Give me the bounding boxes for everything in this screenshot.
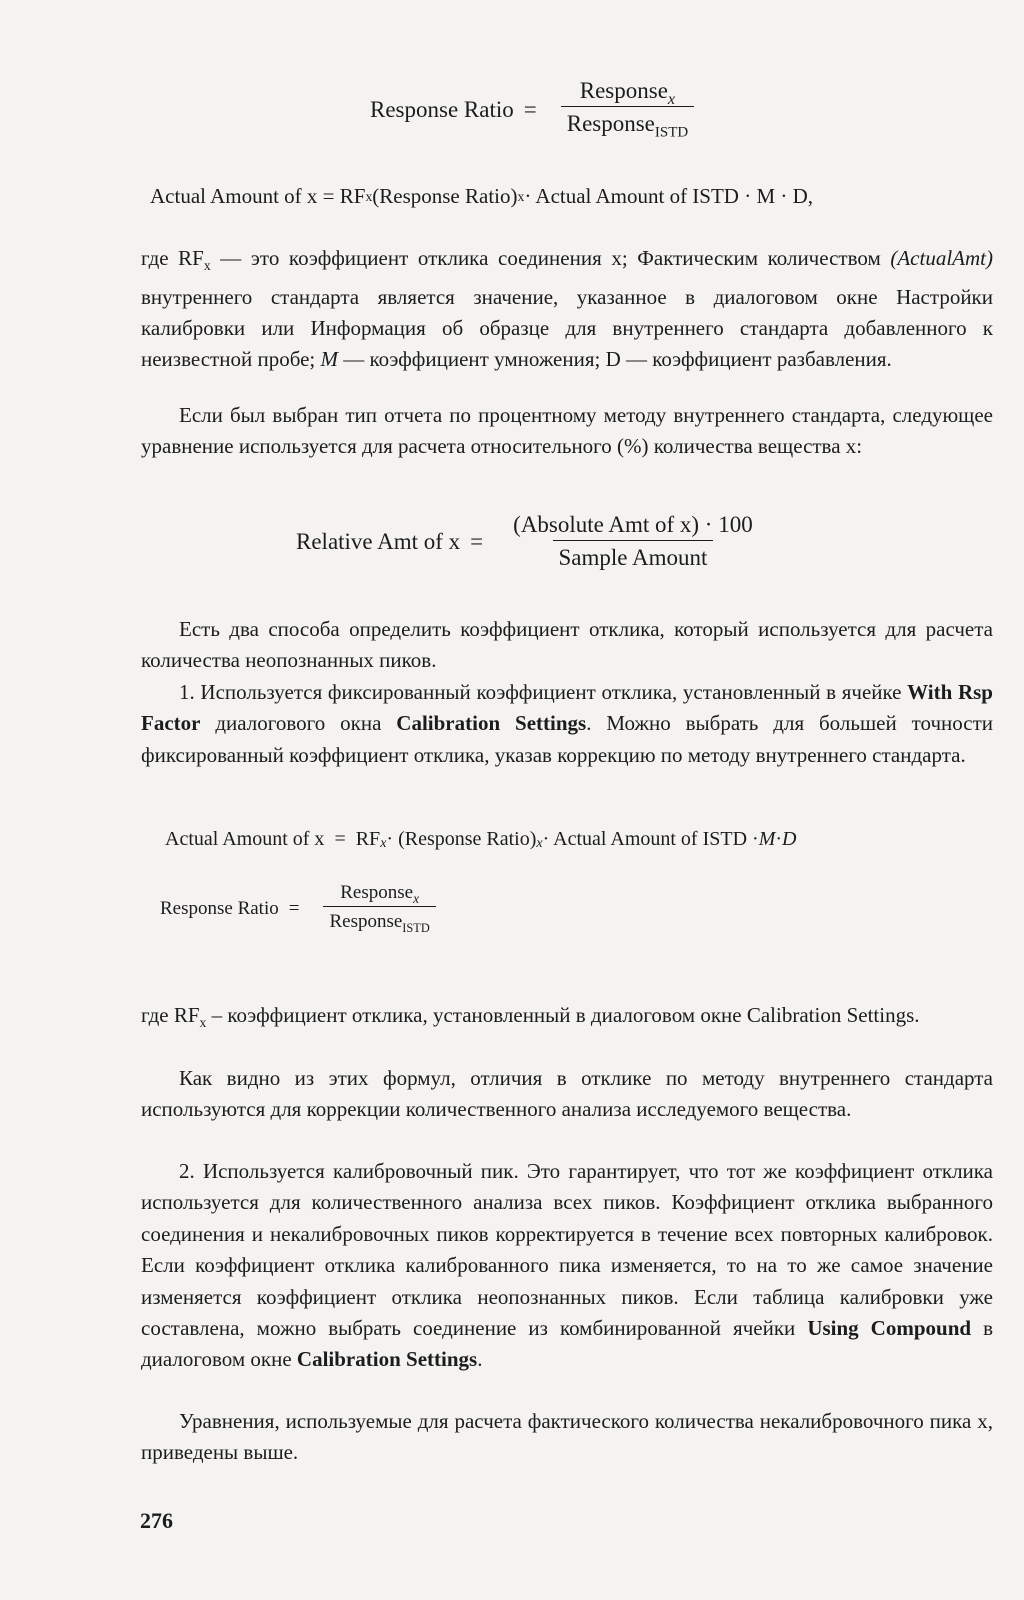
numerator: Response$_x$ [340,882,419,906]
fraction [561,78,694,142]
formula-actual-amount-2: Actual Amount of x = RF x · (Response Ratio) x · Actual Amount of ISTD · M · D [165,828,797,852]
equals-sign: = [523,96,537,122]
numerator: (Absolute Amt of x) · 100 [513,512,753,537]
denominator: Sample Amount [553,540,714,571]
paragraph-rf-definition: где $RF_x$ – коэффициент отклика, установленный в диалоговом окне Calibration Settings. [141,1003,920,1031]
paragraph-equations-above: Уравнения, используемые для расчета фактического количества некалибровочного пика x, приведены выше. [141,1409,993,1465]
paragraph-method-one: 1. Используется фиксированный коэффициент отклика, установленный в ячейке With Rsp Factor диалогового окна Calibration Settings. Можно выбрать для большей точности фиксированный коэффициент отклика, указав коррекцию по методу внутреннего стандарта. [141,680,994,767]
paragraph-differences: Как видно из этих формул, отличия в отклике по методу внутреннего стандарта используются для коррекции количественного анализа исследуемого вещества. [141,1066,993,1122]
paragraph-percent-method: Если был выбран тип отчета по процентному методу внутреннего стандарта, следующее уравнение используется для расчета относительного (%) количества вещества x: [141,403,993,459]
formula-response-ratio-2: Response Ratio = $\frac{Response_x}{Response_{ISTD}}$ [160,882,436,936]
numerator: Response$_x$ [579,78,676,108]
formula-lhs: Response Ratio [370,96,514,122]
formula-response-ratio [370,78,694,142]
fraction [507,512,759,571]
formula-relative-amount: Relative Amt of x = $\frac{\text{(Absolute Amt of x) · 100}}{\text{Sample Amount}}$ [296,512,759,571]
formula-actual-amount: Actual Amount of x = RF x (Response Ratio) x · Actual Amount of ISTD · M · D, [150,184,814,208]
denominator: Response$_{ISTD}$ [561,106,694,142]
denominator: Response$_{ISTD}$ [323,906,435,936]
paragraph-two-methods: Есть два способа определить коэффициент отклика, который используется для расчета количества неопознанных пиков. [141,617,993,673]
paragraph-definitions: где $RF_x$ — это коэффициент отклика соединения x; Фактическим количеством (ActualAmt) внутреннего стандарта является значение, указанное в диалоговом окне Настройки калибровки или Информация об образце для внутреннего стандарта добавленного к неизвестной пробе; M — коэффициент умножения; D — коэффициент разбавления. [141,246,993,372]
page-number: 276 [140,1508,173,1533]
paragraph-method-two: 2. Используется калибровочный пик. Это гарантирует, что тот же коэффициент отклика используется для количественного анализа всех пиков. Коэффициент отклика выбранного соединения и некалибровочных пиков корректируется в течение всех повторных калибровок. Если коэффициент отклика калиброванного пика изменяется, то на то же самое значение изменяется коэффициент отклика неопознанных пиков. Если таблица калибровки уже составлена, можно выбрать соединение из комбинированной ячейки Using Compound в диалоговом окне Calibration Settings. [141,1159,993,1372]
fraction [323,882,435,936]
